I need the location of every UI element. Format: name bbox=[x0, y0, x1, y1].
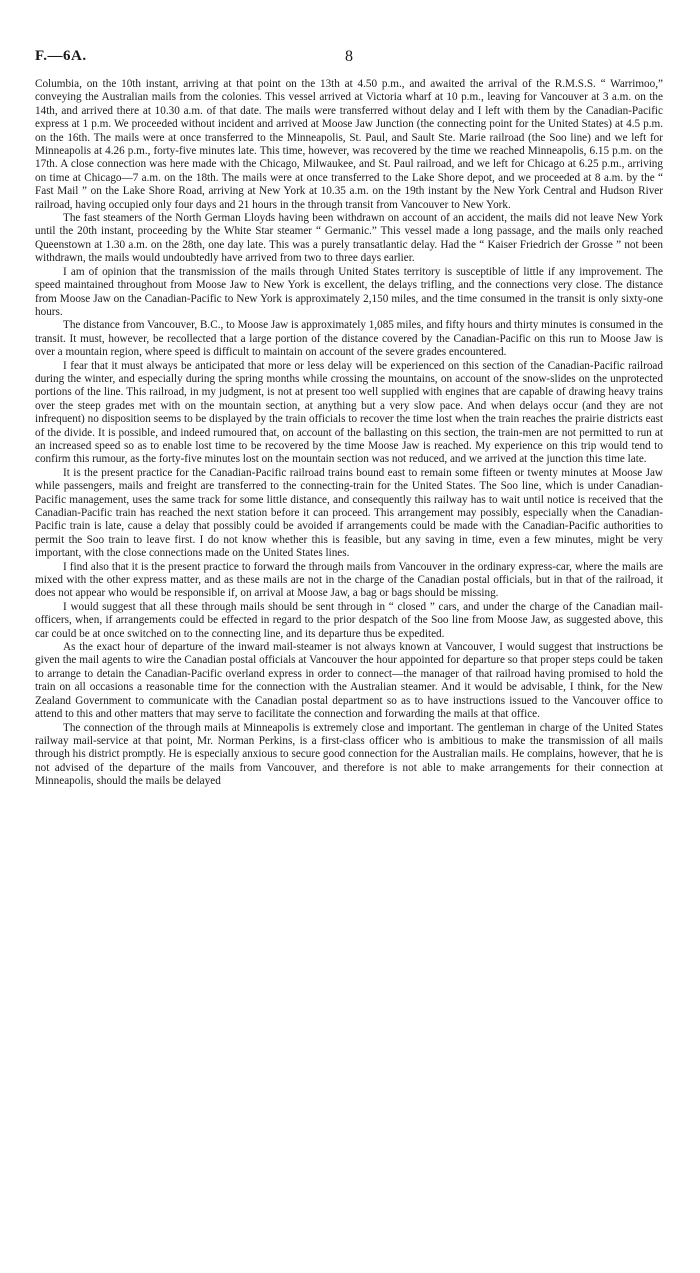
document-page bbox=[35, 48, 663, 789]
paragraph: It is the present practice for the Canadian-Pacific railroad trains bound east to remain some fifteen or twenty minutes at Moose Jaw while passengers, mails and freight are transferred to the connecting-train for the United States. The Soo line, which is under Canadian-Pacific management, uses the same track for some little distance, and consequently this railway has to wait until notice is received that the Canadian-Pacific train has reached the next station before it can proceed. This arrangement may possibly, especially when the Canadian-Pacific train is late, cause a delay that possibly could be avoided if arrangements could be made with the Canadian-Pacific authorities to permit the Soo train to leave first. I do not know whether this is feasible, but any saving in time, even a few minutes, might be very important, with the close connections made on the United States lines. bbox=[35, 466, 663, 560]
paragraph: I find also that it is the present practice to forward the through mails from Vancouver in the ordinary express-car, where the mails are mixed with the other express matter, and as these mails are not in the charge of the Canadian postal officials, but in that of the railroad, it does not appear who would be responsible if, on arrival at Moose Jaw, a bag or bags should be missing. bbox=[35, 560, 663, 600]
paragraph: The fast steamers of the North German Lloyds having been withdrawn on account of an accident, the mails did not leave New York until the 20th instant, proceeding by the White Star steamer “ Germanic.” This vessel made a long passage, and the mails only reached Queenstown at 1.30 a.m. on the 28th, one day late. This was a purely transatlantic delay. Had the “ Kaiser Friedrich der Grosse ” not been withdrawn, the mails would undoubtedly have arrived from two to three days earlier. bbox=[35, 212, 663, 265]
body-text bbox=[35, 78, 663, 789]
document-reference: F.—6A. bbox=[35, 48, 87, 64]
paragraph: As the exact hour of departure of the inward mail-steamer is not always known at Vancouver, I would suggest that instructions be given the mail agents to wire the Canadian postal officials at Vancouver the hour appointed for departure so that proper steps could be taken to arrange to detain the Canadian-Pacific overland express in order to connect—the manager of that railroad having promised to hold the train on all occasions a reasonable time for the connection with the Australian steamer. And it would be advisable, I think, for the New Zealand Government to communicate with the Canadian postal department so as to have instructions issued to the Vancouver office to attend to this and other matters that may serve to facilitate the connection and forwarding the mails at that office. bbox=[35, 641, 663, 721]
paragraph: I would suggest that all these through mails should be sent through in “ closed ” cars, and under the charge of the Canadian mail-officers, when, if arrangements could be effected in regard to the prior despatch of the Soo line from Moose Jaw, as suggested above, this car could be at once switched on to the connecting line, and its departure thus be expedited. bbox=[35, 600, 663, 640]
paragraph: The connection of the through mails at Minneapolis is extremely close and important. The gentleman in charge of the United States railway mail-service at that point, Mr. Norman Perkins, is a first-class officer who is ambitious to make the transmission of all mails through his district promptly. He is especially anxious to secure good connection for the Australian mails. He complains, however, that he is not advised of the departure of the mails from Vancouver, and therefore is not able to make arrangements for their connection at Minneapolis, should the mails be delayed bbox=[35, 721, 663, 788]
paragraph: The distance from Vancouver, B.C., to Moose Jaw is approximately 1,085 miles, and fifty hours and thirty minutes is consumed in the transit. It must, however, be recollected that a large portion of the distance covered by the Canadian-Pacific on this run to Moose Jaw is over a mountain region, where speed is difficult to maintain on account of the severe grades encountered. bbox=[35, 319, 663, 359]
paragraph: I fear that it must always be anticipated that more or less delay will be experienced on this section of the Canadian-Pacific railroad during the winter, and especially during the spring months while crossing the mountains, on account of the snow-slides on the unprotected portions of the line. This railroad, in my judgment, is not at present too well supplied with engines that are capable of drawing heavy trains over the steep grades met with on the mountain section, at anything but a very slow pace. And when delays occur (and they are not infrequent) no disposition seems to be displayed by the train officials to recover the time lost when the train reaches the prairie districts east of the divide. It is possible, and indeed rumoured that, on account of the ballasting on this section, the train-men are not permitted to run at an increased speed so as to enable lost time to be recovered by the time Moose Jaw is reached. My experience on this trip would tend to confirm this rumour, as the forty-five minutes lost on the mountain section was not reduced, and we arrived at the junction this time late. bbox=[35, 359, 663, 466]
page-header bbox=[35, 48, 663, 78]
paragraph: I am of opinion that the transmission of the mails through United States territory is susceptible of little if any improvement. The speed maintained throughout from Moose Jaw to New York is excellent, the delays trifling, and the connections very close. The distance from Moose Jaw on the Canadian-Pacific to New York is approximately 2,150 miles, and the time consumed in the transit is only sixty-one hours. bbox=[35, 265, 663, 318]
paragraph: Columbia, on the 10th instant, arriving at that point on the 13th at 4.50 p.m., and awaited the arrival of the R.M.S.S. “ Warrimoo,” conveying the Australian mails from the colonies. This vessel arrived at Victoria wharf at 10 p.m., leaving for Vancouver at 3 a.m. on the 14th, and arrived there at 10.30 a.m. of that date. The mails were transferred without delay and I left with them by the Canadian-Pacific express at 1 p.m. We proceeded without incident and arrived at Moose Jaw Junction (the connecting point for the United States) at 4.5 p.m. on the 16th. The mails were at once transferred to the Minneapolis, St. Paul, and Sault Ste. Marie railroad (the Soo line) and we left for Minneapolis at 4.26 p.m., forty-five minutes late. This time, however, was recovered by the time we reached Minneapolis, 6.15 p.m. on the 17th. A close connection was here made with the Chicago, Milwaukee, and St. Paul railroad, and we left for Chicago at 6.25 p.m., arriving on time at Chicago—7 a.m. on the 18th. The mails were at once transferred to the Lake Shore depot, and we proceeded at 8 a.m. by the “ Fast Mail ” on the Lake Shore Road, arriving at New York at 10.35 a.m. on the 19th instant by the New York Central and Hudson River railroad, having occupied only four days and 21 hours in the through transit from Vancouver to New York. bbox=[35, 78, 663, 211]
page-number: 8 bbox=[345, 48, 353, 65]
